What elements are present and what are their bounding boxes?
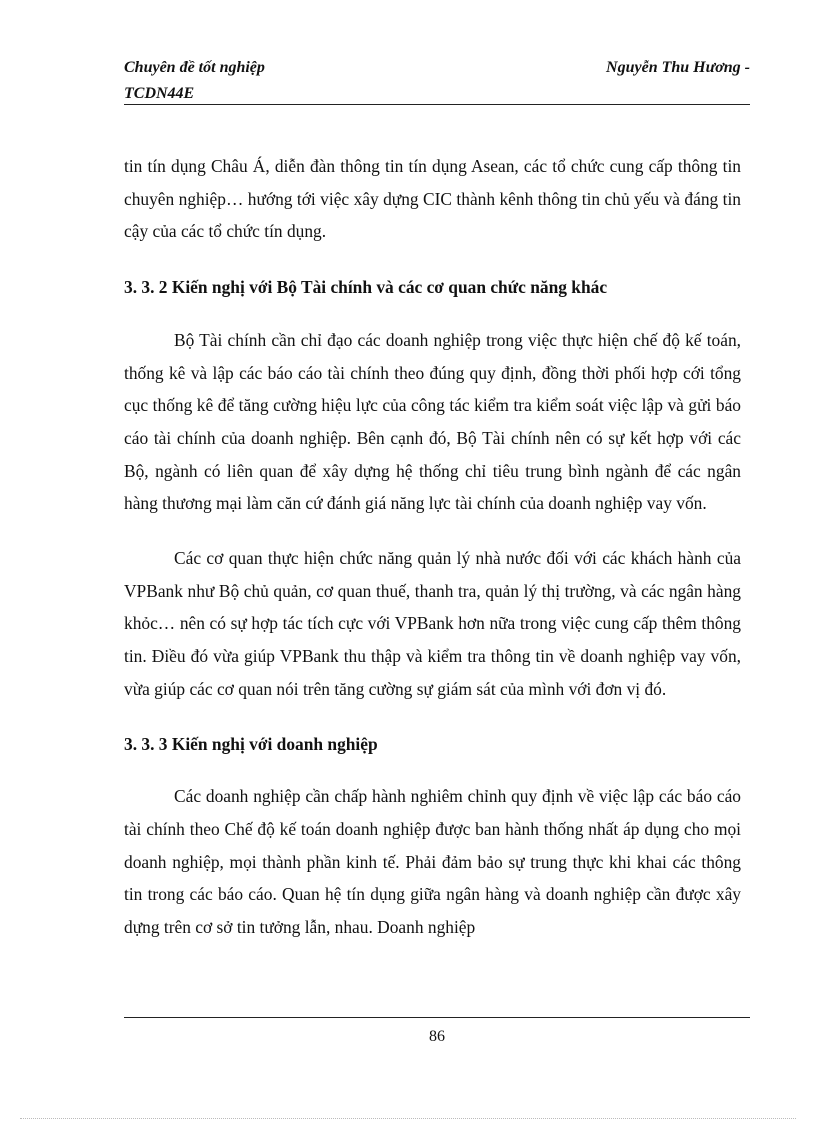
header-divider — [124, 104, 750, 105]
paragraph-enterprises: Các doanh nghiệp cần chấp hành nghiêm chỉnh quy định về việc lập các báo cáo tài chính theo Chế độ kế toán doanh nghiệp được ban hành thống nhất áp dụng cho mọi doanh nghiệp, mọi thành phần kinh tế. Phải đảm bảo sự trung thực khi khai các thông tin trong các báo cáo. Quan hệ tín dụng giữa ngân hàng và doanh nghiệp cần được xây dựng trên cơ sở tin tưởng lẫn, nhau. Doanh nghiệp — [124, 786, 741, 938]
header-class-code: TCDN44E — [124, 85, 195, 102]
section-heading-3-3-3: 3. 3. 3 Kiến nghị với doanh nghiệp — [124, 733, 378, 754]
header-author: Nguyễn Thu Hương - — [606, 59, 750, 76]
paragraph-continued: tin tín dụng Châu Á, diễn đàn thông tin tín dụng Asean, các tổ chức cung cấp thông tin chuyên nghiệp… hướng tới việc xây dựng CIC thành kênh thông tin chủ yếu và đáng tin cậy của các tổ chức tín dụng. — [124, 156, 741, 242]
page-body — [124, 150, 741, 944]
footer-divider — [124, 1017, 750, 1018]
page-header — [124, 58, 750, 104]
page-number: 86 — [429, 1028, 445, 1045]
paragraph-state-agencies: Các cơ quan thực hiện chức năng quản lý nhà nước đối với các khách hành của VPBank như Bộ chủ quản, cơ quan thuế, thanh tra, quản lý thị trường, và các ngân hàng khỏc… nên có sự hợp tác tích cực với VPBank hơn nữa trong việc cung cấp thêm thông tin. Điều đó vừa giúp VPBank thu thập và kiểm tra thông tin về doanh nghiệp vay vốn, vừa giúp các cơ quan nói trên tăng cường sự giám sát của mình với đơn vị đó. — [124, 548, 741, 699]
section-heading-3-3-2: 3. 3. 2 Kiến nghị với Bộ Tài chính và các cơ quan chức năng khác — [124, 277, 608, 298]
paragraph-ministry-finance: Bộ Tài chính cần chỉ đạo các doanh nghiệp trong việc thực hiện chế độ kế toán, thống kê và lập các báo cáo tài chính theo đúng quy định, đồng thời phối hợp cới tổng cục thống kê để tăng cường hiệu lực của công tác kiểm tra kiểm soát việc lập và gửi báo cáo tài chính của doanh nghiệp. Bên cạnh đó, Bộ Tài chính nên có sự kết hợp với các Bộ, ngành có liên quan để xây dựng hệ thống chỉ tiêu trung bình ngành để các ngân hàng thương mại làm căn cứ đánh giá năng lực tài chính của doanh nghiệp vay vốn. — [124, 329, 741, 514]
header-row — [124, 58, 750, 78]
page-bottom-edge — [20, 1118, 796, 1119]
header-document-type: Chuyên đề tốt nghiệp — [124, 59, 265, 76]
